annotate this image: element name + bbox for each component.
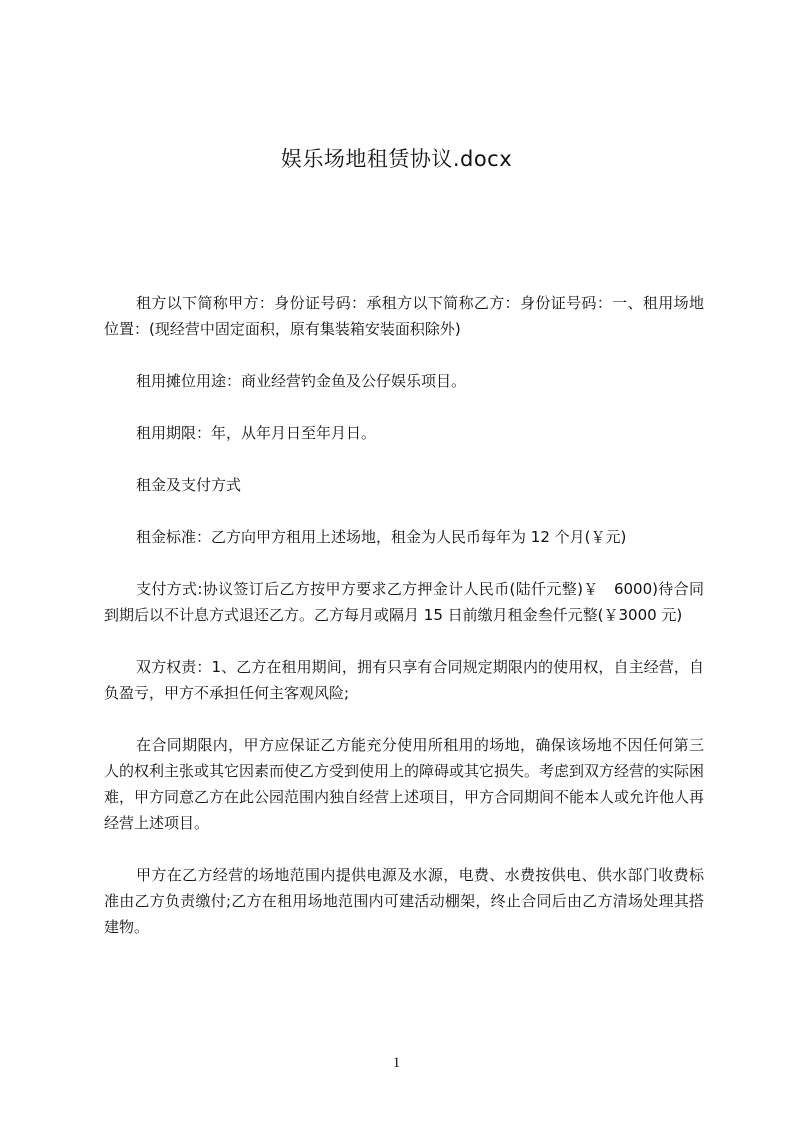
- paragraph-rent-heading: 租金及支付方式: [136, 476, 242, 494]
- paragraph-usage: 租用摊位用途：商业经营钓金鱼及公仔娱乐项目。: [136, 372, 467, 390]
- paragraph-term: 租用期限：年，从年月日至年月日。: [136, 424, 377, 442]
- page-number: 1: [392, 1055, 401, 1071]
- paragraph-parties: 租方以下简称甲方：身份证号码：承租方以下简称乙方：身份证号码：一、租用场地位置：(现经营中固定面积，原有集装箱安装面积除外): [104, 294, 704, 338]
- document-title: 娱乐场地租赁协议.docx: [280, 147, 513, 171]
- paragraph-payment: 支付方式:协议签订后乙方按甲方要求乙方押金计人民币(陆仟元整)￥ 6000)待合同到期后以不计息方式退还乙方。乙方每月或隔月 15 日前缴月租金叁仟元整(￥3000 元): [104, 580, 704, 624]
- paragraph-rights: 双方权责：1、乙方在租用期间，拥有只享有合同规定期限内的使用权，自主经营，自负盈亏，甲方不承担任何主客观风险;: [104, 658, 704, 702]
- paragraph-obligations: 在合同期限内，甲方应保证乙方能充分使用所租用的场地，确保该场地不因任何第三人的权利主张或其它因素而使乙方受到使用上的障碍或其它损失。考虑到双方经营的实际困难，甲方同意乙方在此公园范围内独自经营上述项目，甲方合同期间不能本人或允许他人再经营上述项目。: [104, 736, 705, 832]
- document-body: [104, 290, 704, 966]
- paragraph-utilities: 甲方在乙方经营的场地范围内提供电源及水源，电费、水费按供电、供水部门收费标准由乙方负责缴付;乙方在租用场地范围内可建活动棚架，终止合同后由乙方清场处理其搭建物。: [104, 866, 704, 936]
- paragraph-rent-standard: 租金标准：乙方向甲方租用上述场地，租金为人民币每年为 12 个月(￥元): [136, 528, 627, 546]
